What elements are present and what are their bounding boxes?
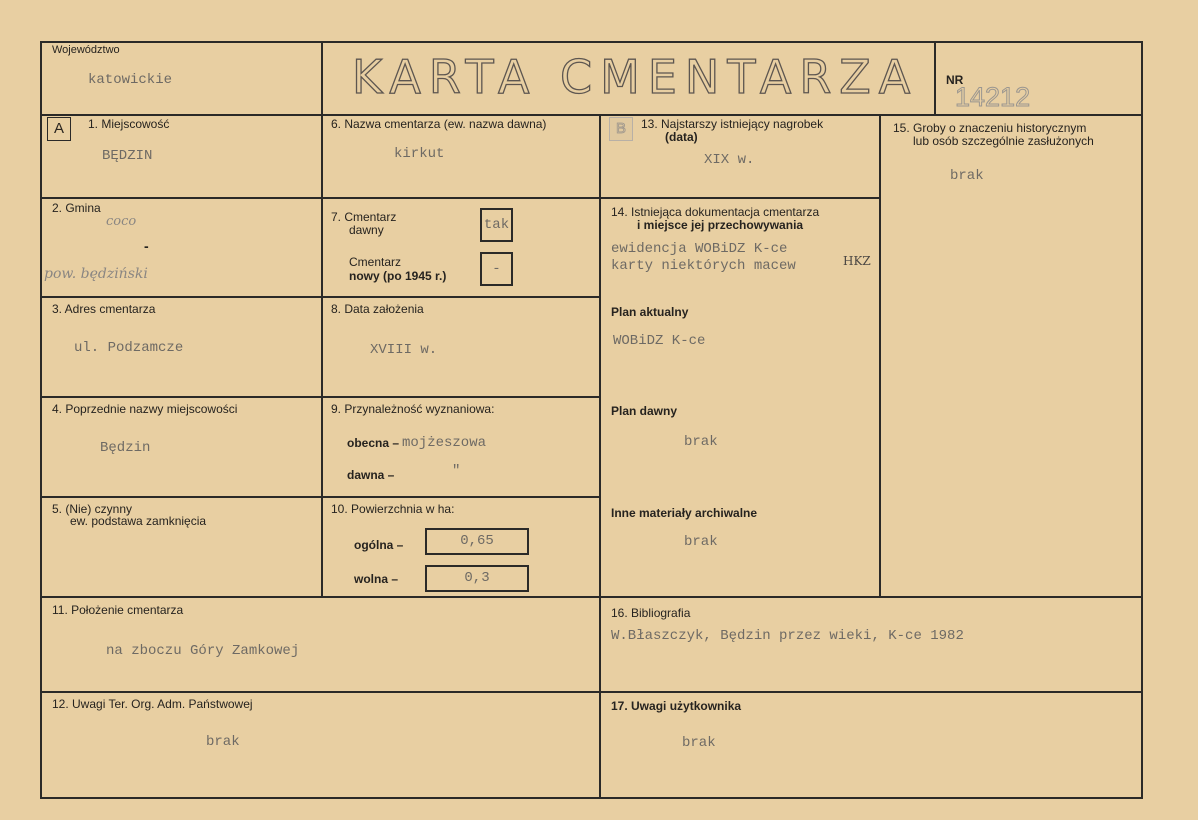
field-2-label: 2. Gmina (52, 201, 101, 215)
field-10-ogolna-box: 0,65 (425, 528, 529, 555)
field-9-label: 9. Przynależność wyznaniowa: (331, 402, 495, 416)
field-9-obecna-value: mojżeszowa (402, 435, 487, 451)
field-7-dawny-label-2: dawny (349, 223, 384, 237)
field-7-nowy-box: - (480, 252, 513, 286)
field-13-label: 13. Najstarszy istniejący nagrobek (641, 117, 824, 131)
field-1-label: 1. Miejscowość (88, 117, 170, 131)
field-14-value-2: karty niektórych macew (611, 258, 796, 274)
field-15-value: brak (950, 168, 984, 184)
plan-aktualny-label: Plan aktualny (611, 305, 689, 319)
page-title: KARTA CMENTARZA (352, 50, 919, 104)
field-10-wolna-box: 0,3 (425, 565, 529, 592)
field-14-label: 14. Istniejąca dokumentacja cmentarza (611, 205, 820, 219)
field-2-hand2: pow. będziński (44, 266, 148, 282)
field-17-label: 17. Uwagi użytkownika (611, 699, 742, 713)
field-4-value: Będzin (100, 440, 151, 456)
field-16-label: 16. Bibliografia (611, 606, 691, 620)
field-6-value: kirkut (394, 146, 445, 162)
plan-aktualny-value: WOBiDZ K-ce (613, 333, 706, 349)
field-2-dash: - (144, 238, 149, 254)
field-3-label: 3. Adres cmentarza (52, 302, 156, 316)
field-7-dawny-box: tak (480, 208, 513, 242)
field-10-label: 10. Powierzchnia w ha: (331, 502, 455, 516)
section-b-letter: B (609, 117, 633, 141)
field-2-hand1: coco (106, 214, 137, 229)
field-13-value: XIX w. (704, 152, 755, 168)
section-a-letter: A (47, 117, 71, 141)
nr-value: 14212 (955, 82, 1031, 112)
field-1-value: BĘDZIN (102, 148, 153, 164)
field-7-nowy-label-2: nowy (po 1945 r.) (349, 269, 447, 283)
field-10-wolna-label: wolna – (354, 572, 399, 586)
field-15-label-2: lub osób szczególnie zasłużonych (913, 134, 1094, 148)
field-15-label: 15. Groby o znaczeniu historycznym (893, 121, 1087, 135)
field-4-label: 4. Poprzednie nazwy miejscowości (52, 402, 238, 416)
field-16-value: W.Błaszczyk, Będzin przez wieki, K-ce 1982 (611, 628, 964, 644)
field-11-value: na zboczu Góry Zamkowej (106, 643, 300, 659)
field-14-hand: HKZ (843, 254, 871, 268)
field-14-label-2: i miejsce jej przechowywania (637, 218, 804, 232)
field-14-value-1: ewidencja WOBiDZ K-ce (611, 241, 788, 257)
field-5-label-2: ew. podstawa zamknięcia (70, 514, 207, 528)
field-12-value: brak (206, 734, 240, 750)
field-17-value: brak (682, 735, 716, 751)
inne-materialy-label: Inne materiały archiwalne (611, 506, 758, 520)
field-10-ogolna-label: ogólna – (354, 538, 404, 552)
inne-materialy-value: brak (684, 534, 718, 550)
field-9-dawna-value: " (452, 463, 461, 479)
field-9-obecna-label: obecna – (347, 436, 400, 450)
plan-dawny-label: Plan dawny (611, 404, 678, 418)
field-12-label: 12. Uwagi Ter. Org. Adm. Państwowej (52, 697, 253, 711)
nr-label: NR (946, 73, 964, 87)
field-5-label: 5. (Nie) czynny (52, 502, 133, 516)
field-7-dawny-label: 7. Cmentarz (331, 210, 397, 224)
field-13-label-2: (data) (665, 130, 698, 144)
field-11-label: 11. Położenie cmentarza (52, 603, 184, 617)
field-8-label: 8. Data założenia (331, 302, 424, 316)
field-8-value: XVIII w. (370, 342, 438, 358)
field-9-dawna-label: dawna – (347, 468, 395, 482)
wojewodztwo-value: katowickie (88, 72, 173, 88)
plan-dawny-value: brak (684, 434, 718, 450)
wojewodztwo-label: Województwo (52, 44, 120, 56)
field-7-nowy-label: Cmentarz (349, 255, 402, 269)
field-6-label: 6. Nazwa cmentarza (ew. nazwa dawna) (331, 117, 547, 131)
field-3-value: ul. Podzamcze (74, 340, 184, 356)
